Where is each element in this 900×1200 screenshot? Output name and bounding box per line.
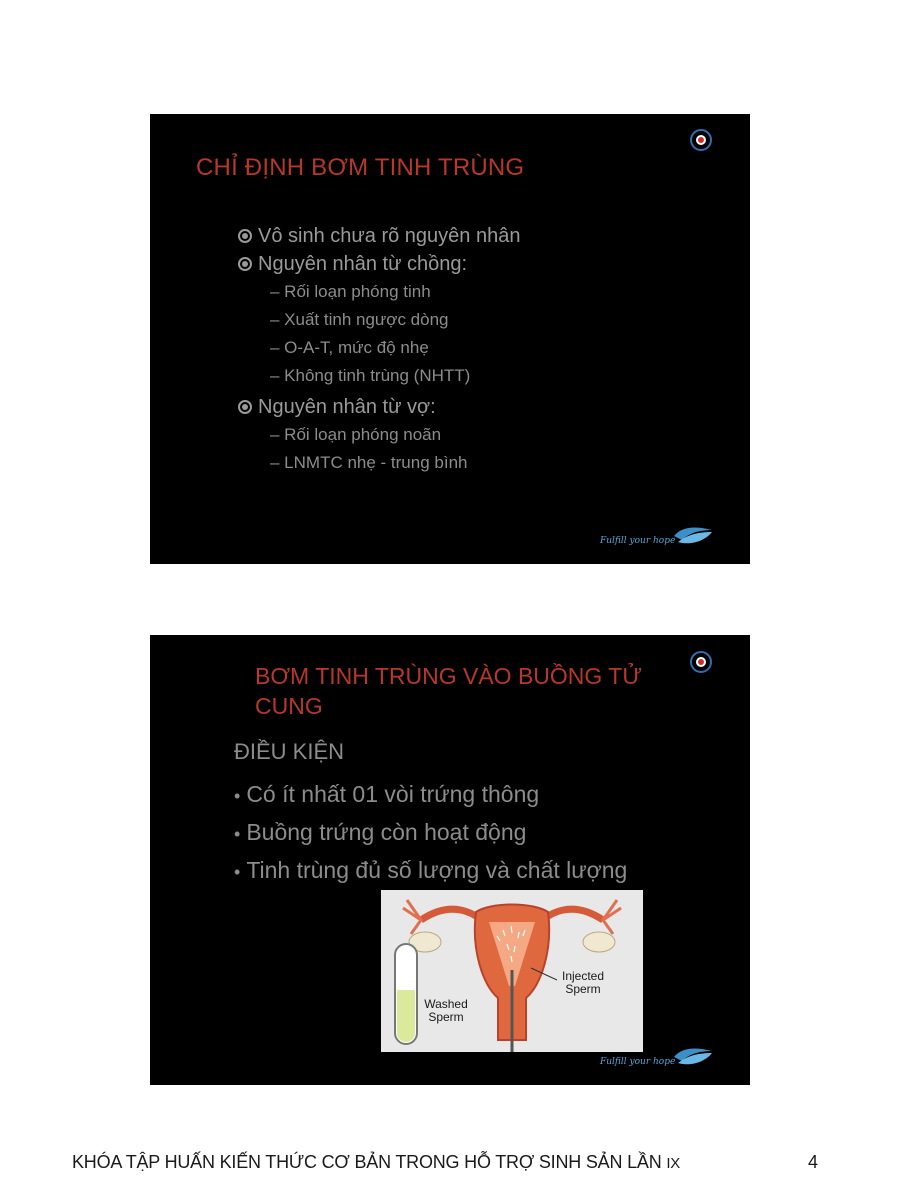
indication-list xyxy=(238,222,520,477)
slide-iui-conditions xyxy=(150,635,750,1085)
list-subitem: – Xuất tinh ngược dòng xyxy=(270,310,449,329)
page-footer: KHÓA TẬP HUẤN KIẾN THỨC CƠ BẢN TRONG HỖ TRỢ SINH SẢN LẦN IX xyxy=(72,1152,681,1172)
injected-sperm-label: Injected Sperm xyxy=(561,969,605,996)
wave-logo-icon xyxy=(672,1045,714,1067)
tagline: Fulfill your hope xyxy=(600,536,676,546)
bullet-icon xyxy=(238,229,252,243)
list-item: • Tinh trùng đủ số lượng và chất lượng xyxy=(234,857,628,883)
tagline: Fulfill your hope xyxy=(600,1057,676,1067)
clinic-logo-icon xyxy=(690,129,712,151)
wave-logo-icon xyxy=(672,524,714,546)
iui-uterus-diagram xyxy=(381,890,643,1052)
list-subitem: – LNMTC nhẹ - trung bình xyxy=(270,453,468,472)
list-item: Nguyên nhân từ chồng: xyxy=(238,250,520,278)
page-number: 4 xyxy=(808,1152,819,1172)
list-item: Vô sinh chưa rõ nguyên nhân xyxy=(238,222,520,250)
section-heading: ĐIỀU KIỆN xyxy=(234,739,345,764)
footer-suffix: IX xyxy=(666,1155,681,1172)
list-subitem: – Rối loạn phóng tinh xyxy=(270,282,431,301)
slide-indications xyxy=(150,114,750,564)
slide-title: CHỈ ĐỊNH BƠM TINH TRÙNG xyxy=(196,154,525,181)
list-item: • Có ít nhất 01 vòi trứng thông xyxy=(234,781,540,807)
conditions-list xyxy=(234,775,627,889)
list-item: • Buồng trứng còn hoạt động xyxy=(234,819,527,845)
washed-sperm-label: Washed Sperm xyxy=(424,997,468,1024)
slide-title: BƠM TINH TRÙNG VÀO BUỒNG TỬ CUNG xyxy=(255,663,642,719)
list-subitem: – Không tinh trùng (NHTT) xyxy=(270,366,471,385)
list-subitem: – Rối loạn phóng noãn xyxy=(270,425,442,444)
bullet-icon xyxy=(238,400,252,414)
list-subitem: – O-A-T, mức độ nhẹ xyxy=(270,338,429,357)
list-item: Nguyên nhân từ vợ: xyxy=(238,393,520,421)
bullet-icon xyxy=(238,257,252,271)
